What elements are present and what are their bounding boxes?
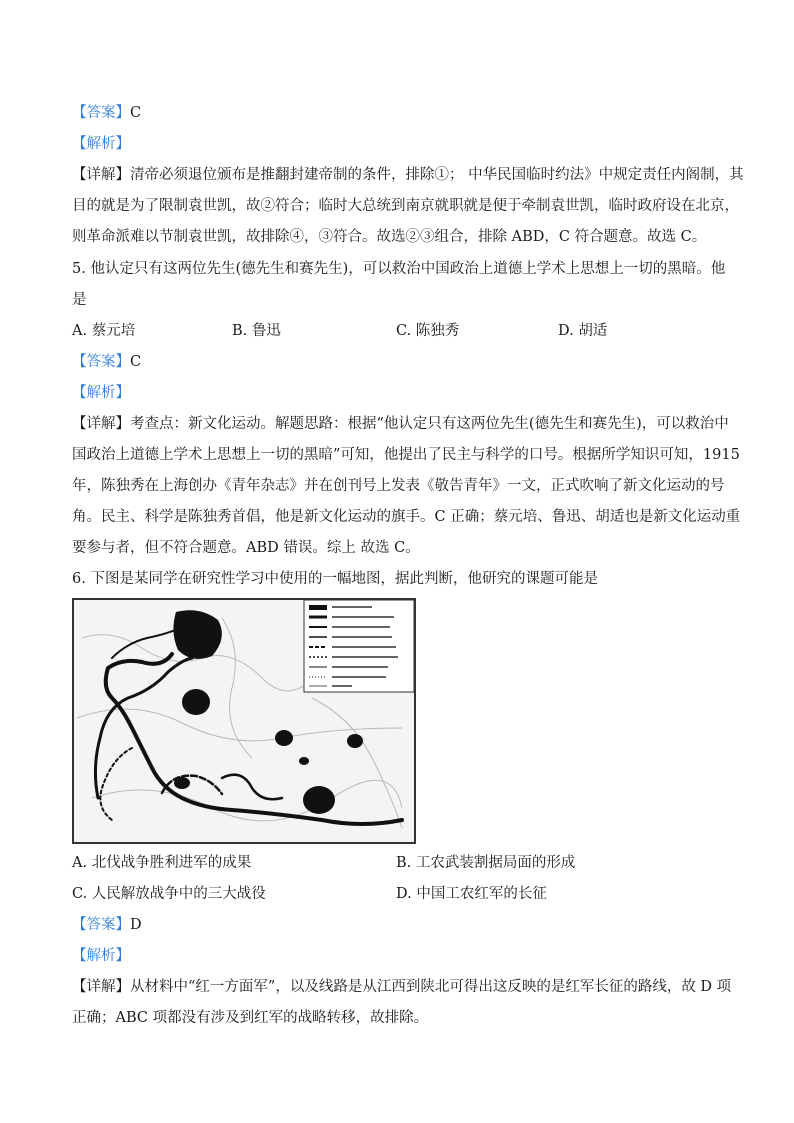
detail-text: 从材料中“红一方面军”，以及线路是从江西到陕北可得出这反映的是红军长征的路线，故 D 项 [130, 979, 732, 995]
answer-tag: 【答案】 [72, 354, 130, 370]
analysis-tag: 【解析】 [72, 136, 130, 152]
q5-detail-line-3: 年，陈独秀在上海创办《青年杂志》并在创刊号上发表《敬告青年》一文，正式吹响了新文化运动的号 [72, 478, 725, 494]
q6-stem: 6. 下图是某同学在研究性学习中使用的一幅地图，据此判断，他研究的课题可能是 [72, 571, 598, 587]
q6-detail-line-2: 正确；ABC 项都没有涉及到红军的战略转移，故排除。 [72, 1010, 429, 1026]
q6-analysis-line [72, 946, 728, 966]
q5-option-d: D. 胡适 [558, 323, 608, 339]
analysis-tag: 【解析】 [72, 948, 130, 964]
long-march-map-image [72, 598, 416, 844]
q4-analysis-line [72, 134, 728, 154]
q5-stem-line-1: 5. 他认定只有这两位先生(德先生和赛先生)，可以救治中国政治上道德上学术上思想上一切的黑暗。他 [72, 261, 726, 277]
detail-text: 清帝必须退位颁布是推翻封建帝制的条件，排除①； 中华民国临时约法》中规定责任内阁制，其 [130, 167, 744, 183]
q5-analysis-line [72, 383, 728, 403]
detail-tag: 【详解】 [72, 416, 130, 432]
q6-detail-line-1 [72, 977, 732, 997]
answer-tag: 【答案】 [72, 105, 130, 121]
answer-value: D [130, 917, 142, 933]
q6-answer-line [72, 915, 728, 935]
q6-option-b: B. 工农武装割据局面的形成 [396, 855, 576, 871]
q5-answer-line [72, 352, 728, 372]
q4-detail-line-1 [72, 165, 744, 185]
q5-option-a: A. 蔡元培 [72, 323, 136, 339]
detail-tag: 【详解】 [72, 167, 130, 183]
q6-option-d: D. 中国工农红军的长征 [396, 886, 547, 902]
map-figure [72, 598, 416, 844]
detail-tag: 【详解】 [72, 979, 130, 995]
answer-tag: 【答案】 [72, 917, 130, 933]
answer-value: C [130, 105, 142, 121]
q5-detail-line-4: 角。民主、科学是陈独秀首倡，他是新文化运动的旗手。C 正确；蔡元培、鲁迅、胡适也是新文化运动重 [72, 509, 741, 525]
q6-option-c: C. 人民解放战争中的三大战役 [72, 886, 266, 902]
q5-detail-line-1 [72, 414, 728, 434]
q4-answer-line [72, 103, 728, 123]
analysis-tag: 【解析】 [72, 385, 130, 401]
q5-detail-line-2: 国政治上道德上学术上思想上一切的黑暗”可知，他提出了民主与科学的口号。根据所学知识可知，1915 [72, 447, 740, 463]
q4-detail-line-3: 则革命派难以节制袁世凯，故排除④，③符合。故选②③组合，排除 ABD，C 符合题意。故选 C。 [72, 229, 707, 245]
detail-text: 考查点：新文化运动。解题思路：根据“他认定只有这两位先生(德先生和赛先生)，可以救治中 [130, 416, 729, 432]
q4-detail-line-2: 目的就是为了限制袁世凯，故②符合；临时大总统到南京就职就是便于牵制袁世凯，临时政府设在北京， [72, 198, 739, 214]
q5-detail-line-5: 要参与者，但不符合题意。ABD 错误。综上 故选 C。 [72, 540, 420, 556]
q6-option-a: A. 北伐战争胜利进军的成果 [72, 855, 252, 871]
answer-value: C [130, 354, 142, 370]
q5-option-b: B. 鲁迅 [232, 323, 281, 339]
q5-stem-line-2: 是 [72, 292, 87, 308]
q5-option-c: C. 陈独秀 [396, 323, 460, 339]
